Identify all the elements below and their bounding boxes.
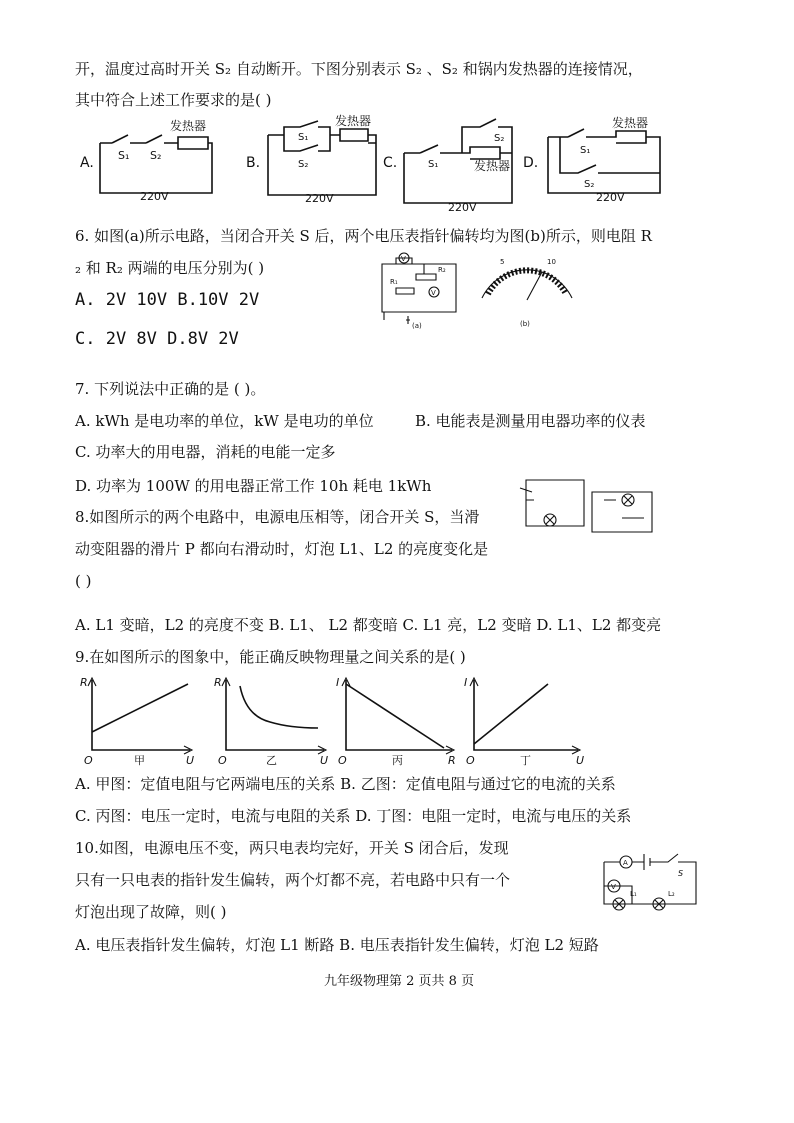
circuit-c-label: C. xyxy=(383,155,398,171)
q7-option-b: B. 电能表是测量用电器功率的仪表 xyxy=(415,412,646,430)
circuit-d xyxy=(523,115,660,204)
voltage-label: 220V xyxy=(448,201,477,214)
q9-stem: 9.在如图所示的图象中，能正确反映物理量之间关系的是( ) xyxy=(75,648,466,666)
r1-label: R₁ xyxy=(390,278,398,286)
x-axis-label: U xyxy=(320,754,329,767)
circuit-a xyxy=(80,118,212,203)
circuit-a-label: A. xyxy=(80,155,94,171)
voltage-label: 220V xyxy=(596,191,625,204)
y-axis-label: R xyxy=(80,676,88,689)
svg-text:V: V xyxy=(401,255,406,263)
graph-name: 丁 xyxy=(520,754,531,767)
circuit-c xyxy=(383,119,512,214)
q9-options-cd: C. 丙图：电压一定时，电流与电阻的关系 D. 丁图：电阻一定时，电流与电压的关系 xyxy=(75,807,632,825)
q10-stem-line-3: 灯泡出现了故障，则( ) xyxy=(75,903,227,921)
intro-line-2: 其中符合上述工作要求的是( ) xyxy=(75,91,272,109)
s1-label: S₁ xyxy=(580,145,591,156)
s2-label: S₂ xyxy=(298,159,309,170)
circuit-d-label: D. xyxy=(523,155,539,171)
graph-name: 甲 xyxy=(134,754,145,767)
q10-options: A. 电压表指针发生偏转，灯泡 L1 断路 B. 电压表指针发生偏转，灯泡 L2 短路 xyxy=(75,936,599,954)
page-footer: 九年级物理第 2 页共 8 页 xyxy=(324,974,475,989)
circuit-b xyxy=(246,113,376,205)
q8-options: A. L1 变暗，L2 的亮度不变 B. L1、 L2 都变暗 C. L1 亮，L2 变暗 D. L1、L2 都变亮 xyxy=(75,616,662,634)
s1-label: S₁ xyxy=(298,132,309,143)
heater-label: 发热器 xyxy=(474,159,511,173)
s1-label: S₁ xyxy=(428,159,439,170)
q7-option-c: C. 功率大的用电器，消耗的电能一定多 xyxy=(75,443,336,461)
q6-stem-line-2: ₂ 和 R₂ 两端的电压分别为( ) xyxy=(75,259,265,277)
q10-stem-line-2: 只有一只电表的指针发生偏转，两个灯都不亮，若电路中只有一个 xyxy=(75,871,511,889)
graph-name: 丙 xyxy=(392,754,403,767)
q6-figure-b-voltmeter-dial xyxy=(472,250,582,330)
heater-label: 发热器 xyxy=(335,114,372,128)
origin-label: O xyxy=(466,754,475,767)
s2-label: S₂ xyxy=(584,179,595,190)
origin-label: O xyxy=(218,754,227,767)
svg-text:10: 10 xyxy=(547,258,556,266)
x-axis-label: U xyxy=(186,754,195,767)
q6-options-ab: A. 2V 10V B.10V 2V xyxy=(75,290,260,310)
s1-label: S₁ xyxy=(118,149,130,162)
switch-label: S xyxy=(678,869,684,878)
svg-text:V: V xyxy=(431,289,436,297)
q9-options-ab: A. 甲图：定值电阻与它两端电压的关系 B. 乙图：定值电阻与通过它的电流的关系 xyxy=(75,775,616,793)
graph-bing xyxy=(336,676,456,767)
graph-jia xyxy=(80,676,194,767)
l2-label: L₂ xyxy=(668,890,675,898)
heater-label: 发热器 xyxy=(612,116,649,130)
q7-option-d: D. 功率为 100W 的用电器正常工作 10h 耗电 1kWh xyxy=(75,477,432,495)
q8-stem-line-2: 动变阻器的滑片 P 都向右滑动时，灯泡 L1、L2 的亮度变化是 xyxy=(75,540,489,558)
heater-label: 发热器 xyxy=(170,119,207,133)
graph-name: 乙 xyxy=(266,754,277,767)
q6-options-cd: C. 2V 8V D.8V 2V xyxy=(75,329,239,349)
fig-a-caption: (a) xyxy=(412,322,422,330)
y-axis-label: R xyxy=(214,676,222,689)
q8-figure xyxy=(512,470,672,545)
y-axis-label: I xyxy=(464,676,468,689)
y-axis-label: I xyxy=(336,676,340,689)
q6-stem-line-1: 6. 如图(a)所示电路，当闭合开关 S 后，两个电压表指针偏转均为图(b)所示，则电阻 R xyxy=(75,227,652,245)
q7-stem: 7. 下列说法中正确的是 ( )。 xyxy=(75,380,266,398)
circuit-b-label: B. xyxy=(246,155,261,171)
l1-label: L₁ xyxy=(630,890,637,898)
s2-label: S₂ xyxy=(150,149,162,162)
s2-label: S₂ xyxy=(494,133,505,144)
x-axis-label: R xyxy=(448,754,456,767)
q6-figure-a xyxy=(376,250,466,330)
q8-stem-line-1: 8.如图所示的两个电路中，电源电压相等，闭合开关 S，当滑 xyxy=(75,508,480,526)
q7-option-a: A. kWh 是电功率的单位，kW 是电功的单位 xyxy=(75,412,374,430)
circuit-diagrams-q5 xyxy=(0,114,794,214)
q9-graphs xyxy=(0,672,794,772)
graph-ding xyxy=(464,676,584,767)
x-axis-label: U xyxy=(576,754,585,767)
voltage-label: 220V xyxy=(305,192,334,205)
r2-label: R₂ xyxy=(438,266,446,274)
svg-text:A: A xyxy=(623,859,628,867)
origin-label: O xyxy=(84,754,93,767)
voltage-label: 220V xyxy=(140,190,169,203)
graph-yi xyxy=(214,676,328,767)
svg-text:5: 5 xyxy=(500,258,505,266)
fig-b-caption: (b) xyxy=(520,320,530,328)
origin-label: O xyxy=(338,754,347,767)
q10-stem-line-1: 10.如图，电源电压不变，两只电表均完好，开关 S 闭合后，发现 xyxy=(75,839,509,857)
svg-text:V: V xyxy=(611,883,616,891)
q10-figure xyxy=(592,850,712,920)
q8-stem-line-3: ( ) xyxy=(75,572,92,590)
intro-line-1: 开，温度过高时开关 S₂ 自动断开。下图分别表示 S₂ 、S₂ 和锅内发热器的连接情况， xyxy=(75,60,643,78)
